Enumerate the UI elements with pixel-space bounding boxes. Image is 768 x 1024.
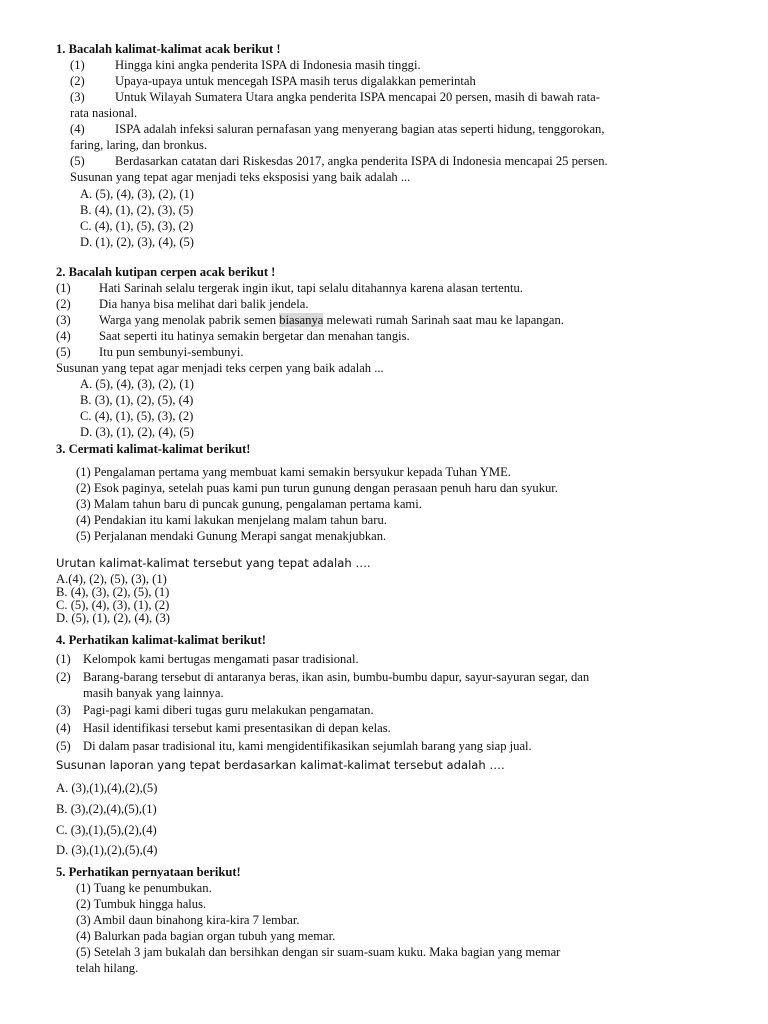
q2-prompt: Susunan yang tepat agar menjadi teks cerpen yang baik adalah ... <box>56 361 384 375</box>
highlighted-word: biasanya <box>279 313 324 327</box>
q4-prompt: Susunan laporan yang tepat berdasarkan kalimat-kalimat tersebut adalah …. <box>56 758 505 772</box>
q3-item-5: (5) Perjalanan mendaki Gunung Merapi sangat menakjubkan. <box>76 529 387 543</box>
q5-item-2: (2) Tumbuk hingga halus. <box>76 897 207 911</box>
q1-prompt: Susunan yang tepat agar menjadi teks eksposisi yang baik adalah ... <box>70 170 411 184</box>
q5-title: 5. Perhatikan pernyataan berikut! <box>56 865 241 879</box>
q4-option-d[interactable]: D. (3),(1),(2),(5),(4) <box>56 843 158 857</box>
q5-item-5-cont: telah hilang. <box>76 961 139 975</box>
q3-prompt: Urutan kalimat-kalimat tersebut yang tepat adalah …. <box>56 556 371 570</box>
q4-title: 4. Perhatikan kalimat-kalimat berikut! <box>56 633 266 647</box>
q1-item-3-cont: rata nasional. <box>70 106 138 120</box>
q5-item-3: (3) Ambil daun binahong kira-kira 7 lembar. <box>76 913 300 927</box>
q2-option-a[interactable]: A. (5), (4), (3), (2), (1) <box>80 377 195 391</box>
q3-option-a[interactable]: A.(4), (2), (5), (3), (1) <box>56 572 167 586</box>
q1-title: 1. Bacalah kalimat-kalimat acak berikut ! <box>56 42 281 56</box>
q1-option-d[interactable]: D. (1), (2), (3), (4), (5) <box>80 235 195 249</box>
q4-option-b[interactable]: B. (3),(2),(4),(5),(1) <box>56 802 157 816</box>
q3-item-1: (1) Pengalaman pertama yang membuat kami semakin bersyukur kepada Tuhan YME. <box>76 465 511 479</box>
q4-item-2-cont: masih banyak yang lainnya. <box>83 686 224 700</box>
q2-title: 2. Bacalah kutipan cerpen acak berikut ! <box>56 265 276 279</box>
q1-item-4-cont: faring, laring, dan bronkus. <box>70 138 208 152</box>
q2-option-b[interactable]: B. (3), (1), (2), (5), (4) <box>80 393 194 407</box>
q1-option-c[interactable]: C. (4), (1), (5), (3), (2) <box>80 219 194 233</box>
q1-option-b[interactable]: B. (4), (1), (2), (3), (5) <box>80 203 194 217</box>
q3-item-4: (4) Pendakian itu kami lakukan menjelang malam tahun baru. <box>76 513 387 527</box>
q3-option-c[interactable]: C. (5), (4), (3), (1), (2) <box>56 598 170 612</box>
q3-item-3: (3) Malam tahun baru di puncak gunung, pengalaman pertama kami. <box>76 497 422 511</box>
q3-option-d[interactable]: D. (5), (1), (2), (4), (3) <box>56 611 171 625</box>
q3-title: 3. Cermati kalimat-kalimat berikut! <box>56 442 251 456</box>
q3-item-2: (2) Esok paginya, setelah puas kami pun turun gunung dengan perasaan penuh haru dan syukur. <box>76 481 558 495</box>
q2-option-d[interactable]: D. (3), (1), (2), (4), (5) <box>80 425 195 439</box>
q4-option-c[interactable]: C. (3),(1),(5),(2),(4) <box>56 823 157 837</box>
q3-option-b[interactable]: B. (4), (3), (2), (5), (1) <box>56 585 170 599</box>
document-page: 1. Bacalah kalimat-kalimat acak berikut ! (1) Hingga kini angka penderita ISPA di Indonesia masih tinggi. (2) Upaya-upaya untuk mencegah ISPA masih terus digalakkan pemerintah (3) Untuk Wilayah Sumatera Utara angka penderita ISPA mencapai 20 persen, masih di bawah rata- rata nasional. (4) ISPA adalah infeksi saluran pernafasan yang menyerang bagian atas seperti hidung, tenggorokan, faring, laring, dan bronkus. (5) Berdasarkan catatan dari Riskesdas 2017, angka penderita ISPA di Indonesia mencapai 25 persen. Susunan yang tepat agar menjadi teks eksposisi yang baik adalah ... A. (5), (4), (3), (2), (1) B. (4), (1), (2), (3), (5) C. (4), (1), (5), (3), (2) D. (1), (2), (3), (4), (5) 2. Bacalah kutipan cerpen acak berikut ! (1) Hati Sarinah selalu tergerak ingin ikut, tapi selalu ditahannya karena alasan tertentu. (2) Dia hanya bisa melihat dari balik jendela. (3) Warga yang menolak pabrik semen biasanya melewati rumah Sarinah saat mau ke lapangan. (4) Saat seperti itu hatinya semakin bergetar dan menahan tangis. (5) Itu pun sembunyi-sembunyi. Susunan yang tepat agar menjadi teks cerpen yang baik adalah ... A. (5), (4), (3), (2), (1) B. (3), (1), (2), (5), (4) C. (4), (1), (5), (3), (2) D. (3), (1), (2), (4), (5) 3. Cermati kalimat-kalimat berikut! (1) Pengalaman pertama yang membuat kami semakin bersyukur kepada Tuhan YME. (2) Esok paginya, setelah puas kami pun turun gunung dengan perasaan penuh haru dan syukur. (3) Malam tahun baru di puncak gunung, pengalaman pertama kami. (4) Pendakian itu kami lakukan menjelang malam tahun baru. (5) Perjalanan mendaki Gunung Merapi sangat menakjubkan. Urutan kalimat-kalimat tersebut yang tepat adalah …. A.(4), (2), (5), (3), (1) B. (4), (3), (2), (5), (1) C. (5), (4), (3), (1), (2) D. (5), (1), (2), (4), (3) 4. Perhatikan kalimat-kalimat berikut! (1) Kelompok kami bertugas mengamati pasar tradisional. (2) Barang-barang tersebut di antaranya beras, ikan asin, bumbu-bumbu dapur, sayur-sayuran segar, dan masih banyak yang lainnya. (3) Pagi-pagi kami diberi tugas guru melakukan pengamatan. (4) Hasil identifikasi tersebut kami presentasikan di depan kelas. (5) Di dalam pasar tradisional itu, kami mengidentifikasikan sejumlah barang yang siap jual. Susunan laporan yang tepat berdasarkan kalimat-kalimat tersebut adalah …. A. (3),(1),(4),(2),(5) B. (3),(2),(4),(5),(1) C. (3),(1),(5),(2),(4) D. (3),(1),(2),(5),(4) 5. Perhatikan pernyataan berikut! (1) Tuang ke penumbukan. (2) Tumbuk hingga halus. (3) Ambil daun binahong kira-kira 7 lembar. (4) Balurkan pada bagian organ tubuh yang memar. (5) Setelah 3 jam bukalah dan bersihkan dengan sir suam-suam kuku. Maka bagian yang memar telah hilang. <box>56 42 608 975</box>
q5-item-1: (1) Tuang ke penumbukan. <box>76 881 212 895</box>
q5-item-4: (4) Balurkan pada bagian organ tubuh yang memar. <box>76 929 336 943</box>
q1-option-a[interactable]: A. (5), (4), (3), (2), (1) <box>80 187 195 201</box>
q5-item-5: (5) Setelah 3 jam bukalah dan bersihkan dengan sir suam-suam kuku. Maka bagian yang memar <box>76 945 561 959</box>
q4-option-a[interactable]: A. (3),(1),(4),(2),(5) <box>56 781 158 795</box>
q2-option-c[interactable]: C. (4), (1), (5), (3), (2) <box>80 409 194 423</box>
